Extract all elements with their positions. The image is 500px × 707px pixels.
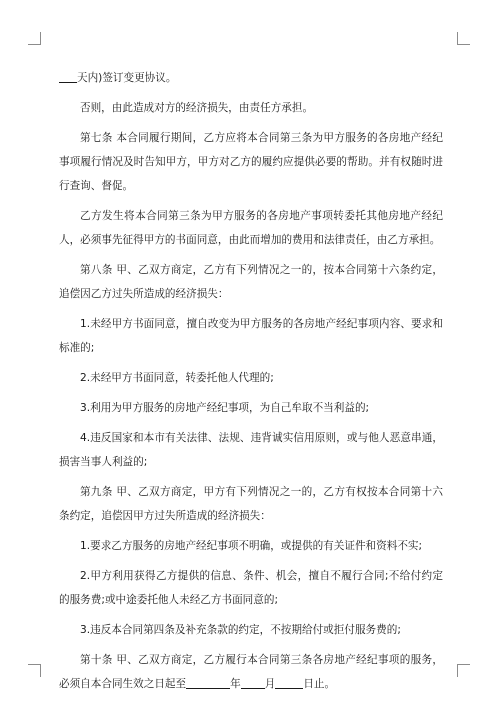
blank-year	[186, 677, 230, 689]
clause-9-item-2: 2.甲方利用获得乙方提供的信息、条件、机会，擅自不履行合同;不给付约定的服务费;或中途委托他人未经乙方书面同意的;	[59, 570, 443, 606]
clause-10	[59, 648, 443, 696]
clause-9: 第九条 甲、乙双方商定，甲方有下列情况之一的，乙方有权按本合同第十六条约定，追偿因甲方过失所造成的经济损失：	[59, 486, 443, 522]
clause-8-item-4: 4.违反国家和本市有关法律、法规、违背诚实信用原则，或与他人恶意串通，损害当事人利益的;	[59, 432, 443, 468]
clause-8-item-3: 3.利用为甲方服务的房地产经纪事项，为自己牟取不当利益的;	[80, 402, 370, 414]
clause-7: 第七条 本合同履行期间，乙方应将本合同第三条为甲方服务的各房地产经纪事项履行情况及时告知甲方，甲方对乙方的履约应提供必要的帮助。并有权随时进行查询、督促。	[59, 132, 443, 192]
document-body	[59, 66, 443, 702]
crop-mark-bottom-left	[28, 664, 41, 677]
clause-8-item-1: 1.未经甲方书面同意，擅自改变为甲方服务的各房地产经纪事项内容、要求和标准的;	[59, 318, 443, 354]
blank-day	[275, 677, 303, 689]
clause-9-item-3: 3.违反本合同第四条及补充条款的约定，不按期给付或拒付服务费的;	[80, 624, 401, 636]
crop-mark-bottom-right	[457, 664, 470, 677]
paragraph-text: 天内)签订变更协议。	[77, 72, 177, 84]
paragraph-0	[59, 66, 443, 90]
paragraph-text: 第十条 甲、乙双方商定，乙方履行本合同第三条各房地产经纪事项的服务，必须自本合同生效之日起至	[59, 654, 443, 690]
crop-mark-top-right	[457, 32, 470, 45]
day-label: 日止。	[303, 678, 336, 690]
blank-month	[241, 677, 265, 689]
clause-8: 第八条 甲、乙双方商定，乙方有下列情况之一的，按本合同第十六条约定，追偿因乙方过失所造成的经济损失：	[59, 264, 443, 300]
clause-9-item-1: 1.要求乙方服务的房地产经纪事项不明确，或提供的有关证件和资料不实;	[80, 540, 423, 552]
month-label: 月	[264, 678, 276, 690]
clause-8-item-2: 2.未经甲方书面同意，转委托他人代理的;	[80, 372, 274, 384]
blank-days	[59, 71, 77, 83]
clause-7-sub: 乙方发生将本合同第三条为甲方服务的各房地产事项转委托其他房地产经纪人，必须事先征得甲方的书面同意，由此而增加的费用和法律责任，由乙方承担。	[59, 210, 443, 246]
year-label: 年	[230, 678, 241, 690]
paragraph-1: 否则，由此造成对方的经济损失，由责任方承担。	[80, 102, 314, 114]
crop-mark-top-left	[28, 32, 41, 45]
